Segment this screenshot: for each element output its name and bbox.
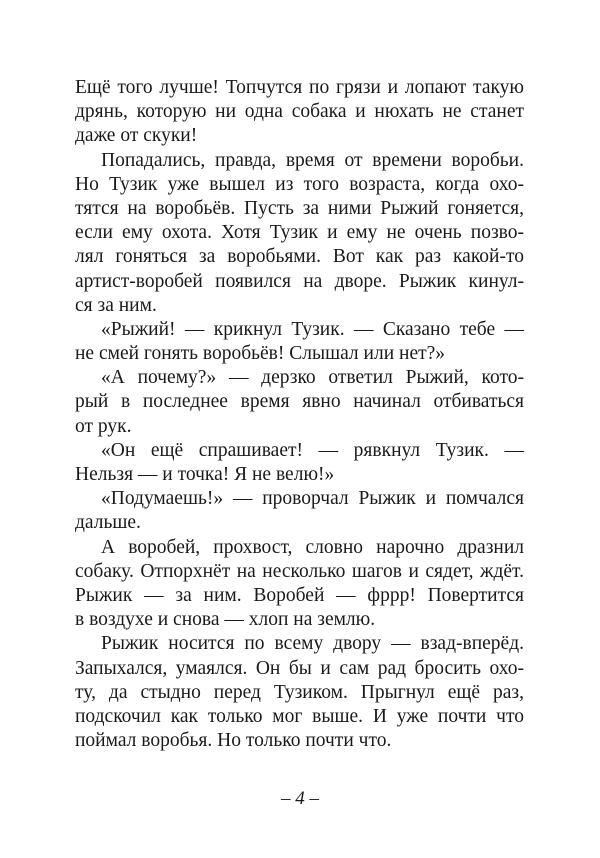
paragraph <box>75 76 524 149</box>
text-line: Но Тузик уже вышел из того возраста, когда охо- <box>75 173 524 195</box>
text-line: ся за ним. <box>75 294 157 316</box>
text-line: рый в последнее время явно начинал отбиваться <box>75 391 524 413</box>
text-line: «Он ещё спрашивает! — рявкнул Тузик. — <box>101 439 524 461</box>
text-line: если ему охота. Хотя Тузик и ему не очень позво- <box>75 222 524 244</box>
text-line: тятся на воробьёв. Пусть за ними Рыжий гоняется, <box>75 197 524 219</box>
text-line: «Подумаешь!» — проворчал Рыжик и помчался <box>101 488 524 510</box>
text-line: Попадались, правда, время от времени воробьи. <box>101 149 524 171</box>
paragraph <box>75 439 524 487</box>
text-line: «Рыжий! — крикнул Тузик. — Сказано тебе — <box>101 318 524 340</box>
text-line: Запыхался, умаялся. Он бы и сам рад бросить охо- <box>75 657 524 679</box>
text-line: собаку. Отпорхнёт на несколько шагов и сядет, ждёт. <box>75 560 524 582</box>
text-line: ту, да стыдно перед Тузиком. Прыгнул ещё раз, <box>75 681 524 703</box>
text-line: в воздухе и снова — хлоп на землю. <box>75 609 376 631</box>
text-line: А воробей, прохвост, словно нарочно дразнил <box>101 536 524 558</box>
text-line: «А почему?» — дерзко ответил Рыжий, кото- <box>101 367 524 389</box>
text-line: дальше. <box>75 512 141 534</box>
text-line: поймал воробья. Но только почти что. <box>75 730 392 752</box>
text-line: от рук. <box>75 415 132 437</box>
text-line: даже от скуки! <box>75 125 198 147</box>
paragraph <box>75 632 524 753</box>
page-number: – 4 – <box>281 788 319 809</box>
text-line: Рыжик носится по всему двору — взад-вперёд. <box>101 633 524 655</box>
text-line: подскочил как только мог выше. И уже почти что <box>75 705 524 727</box>
text-line: не смей гонять воробьёв! Слышал или нет?» <box>75 343 446 365</box>
text-line: лял гоняться за воробьями. Вот как раз какой-то <box>75 246 524 268</box>
text-line: Рыжик — за ним. Воробей — фррр! Повертится <box>75 584 524 606</box>
paragraph <box>75 318 524 366</box>
text-line: Нельзя — и точка! Я не велю!» <box>75 464 335 485</box>
text-line: артист-воробей появился на дворе. Рыжик кинул- <box>75 270 524 292</box>
paragraph <box>75 536 524 633</box>
paragraph <box>75 149 524 318</box>
paragraph <box>75 366 524 439</box>
text-line: Ещё того лучше! Топчутся по грязи и лопают такую <box>75 77 524 98</box>
page-body <box>75 76 524 753</box>
text-line: дрянь, которую ни одна собака и нюхать не станет <box>75 101 524 123</box>
paragraph <box>75 487 524 535</box>
